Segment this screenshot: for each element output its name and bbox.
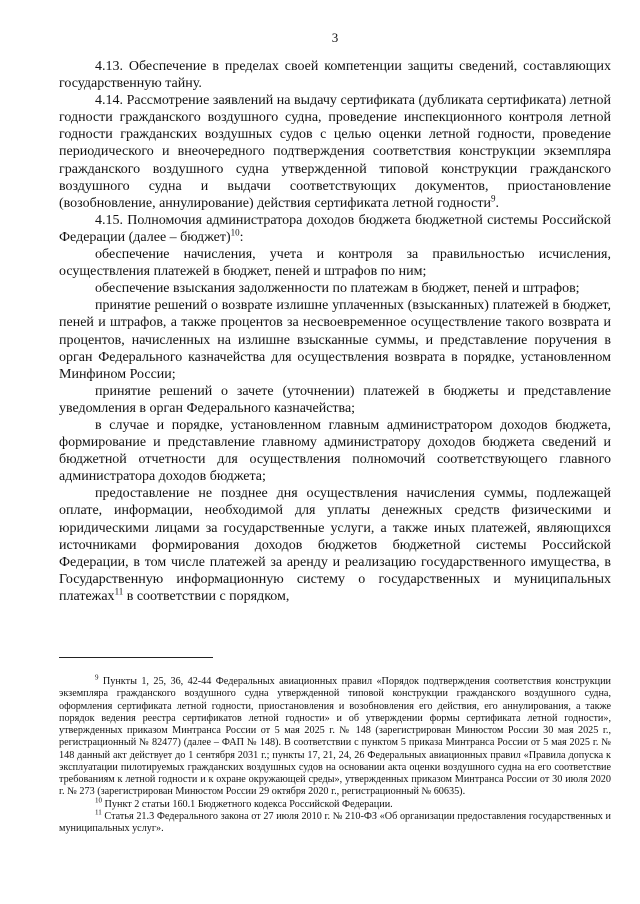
paragraph: [59, 246, 611, 280]
footnote-mark: 10: [95, 796, 102, 805]
paragraph: [59, 92, 611, 212]
paragraph-tail: .: [495, 195, 499, 211]
footnote-text: Пункт 2 статьи 160.1 Бюджетного кодекса Российской Федерации.: [104, 798, 393, 810]
footnote: [59, 808, 611, 836]
footnote-text: Пункты 1, 25, 36, 42-44 Федеральных авиационных правил «Порядок подтверждения соответствия конструкции экземпляра гражданского воздушного судна утвержденной типовой конструкции гражданского воздушного судна, оформления сертификата летной годности, приостановления и возобновления его действия, его аннулирования, а также порядок ведения реестра сертификатов летной годности» и об утверждении формы сертификата летной годности», утвержденных приказом Минтранса России от 5 мая 2025 г. № 148 (зарегистрирован Минюстом России 30 мая 2025 г., регистрационный № 82477) (далее – ФАП № 148). В соответствии с пунктом 5 приказа Минтранса России от 5 мая 2025 г. № 148 данный акт действует до 1 сентября 2031 г.; пункты 17, 21, 24, 26 Федеральных авиационных правил «Правила допуска к эксплуатации пилотируемых гражданских воздушных судов на основании акта оценки воздушного судна на его соответствие требованиям к летной годности и к охране окружающей среды», утвержденных приказом Минтранса России от 30 июля 2020 г. № 273 (зарегистрирован Минюстом России 29 октября 2020 г., регистрационный № 60635).: [59, 676, 612, 798]
footnote-separator: [59, 657, 213, 658]
paragraph-tail: в соответствии с порядком,: [123, 588, 290, 604]
footnote-ref: 10: [230, 227, 240, 238]
document-page: [59, 30, 611, 605]
paragraph: [59, 383, 611, 417]
paragraph: [59, 280, 611, 297]
paragraph-text: принятие решений о возврате излишне уплаченных (взысканных) платежей в бюджет, пеней и штрафов, а также процентов за несвоевременное осуществление такого возврата и процентов, начисленных на излишне взысканные суммы, и представление поручения в орган Федерального казначейства для осуществления возврата в порядке, установленном Минфином России;: [59, 298, 611, 382]
paragraph-text: 4.13. Обеспечение в пределах своей компетенции защиты сведений, составляющих государственную тайну.: [59, 59, 611, 92]
document-body: [59, 58, 611, 605]
paragraph: [59, 417, 611, 485]
paragraph-text: предоставление не позднее дня осуществления начисления суммы, подлежащей оплате, информации, необходимой для уплаты денежных средств физическими и юридическими лицами за государственные услуги, а также иных платежей, являющихся источниками формирования доходов бюджетов бюджетной системы Российской Федерации, в том числе платежей за аренду и реализацию государственного имущества, в Государственную информационную систему о государственных и муниципальных платежах: [59, 486, 611, 604]
footnote: [59, 796, 611, 811]
paragraph: [59, 297, 611, 382]
footnote-text: Статья 21.3 Федерального закона от 27 июля 2010 г. № 210-ФЗ «Об организации предоставления государственных и муниципальных услуг».: [59, 810, 611, 834]
paragraph-text: в случае и порядке, установленном главным администратором доходов бюджета, формирование и представление главному администратору доходов бюджета сведений и бюджетной отчетности для осуществления полномочий соответствующего главного администратора доходов бюджета;: [59, 417, 611, 485]
footnotes: [59, 673, 612, 835]
paragraph-text: обеспечение начисления, учета и контроля за правильностью исчисления, осуществления платежей в бюджет, пеней и штрафов по ним;: [59, 247, 611, 280]
paragraph: [59, 212, 611, 246]
paragraph-text: 4.14. Рассмотрение заявлений на выдачу сертификата (дубликата сертификата) летной годности гражданского воздушного судна, проведение инспекционного контроля летной годности гражданских воздушных судов с целью оценки летной годности, проведение периодического и внеочередного подтверждения соответствия конструкции экземпляра гражданского воздушного судна утвержденной типовой конструкции гражданского воздушного судна и выдачи соответствующих документов, приостановление (возобновление, аннулирование) действия сертификата летной годности: [59, 93, 611, 211]
paragraph: [59, 58, 611, 92]
page-number: 3: [331, 30, 339, 45]
paragraph-text: обеспечение взыскания задолженности по платежам в бюджет, пеней и штрафов;: [95, 281, 580, 297]
footnote-mark: 11: [95, 808, 102, 817]
paragraph-text: 4.15. Полномочия администратора доходов бюджета бюджетной системы Российской Федерации (далее – бюджет): [59, 212, 611, 245]
paragraph-tail: :: [239, 229, 244, 245]
paragraph-text: принятие решений о зачете (уточнении) платежей в бюджеты и представление уведомления в орган Федерального казначейства;: [59, 383, 611, 416]
footnote-ref: 11: [114, 586, 124, 597]
footnote-mark: 9: [95, 673, 99, 682]
footnote: [59, 673, 612, 799]
footnote-ref: 9: [490, 193, 496, 204]
paragraph: [59, 485, 611, 605]
